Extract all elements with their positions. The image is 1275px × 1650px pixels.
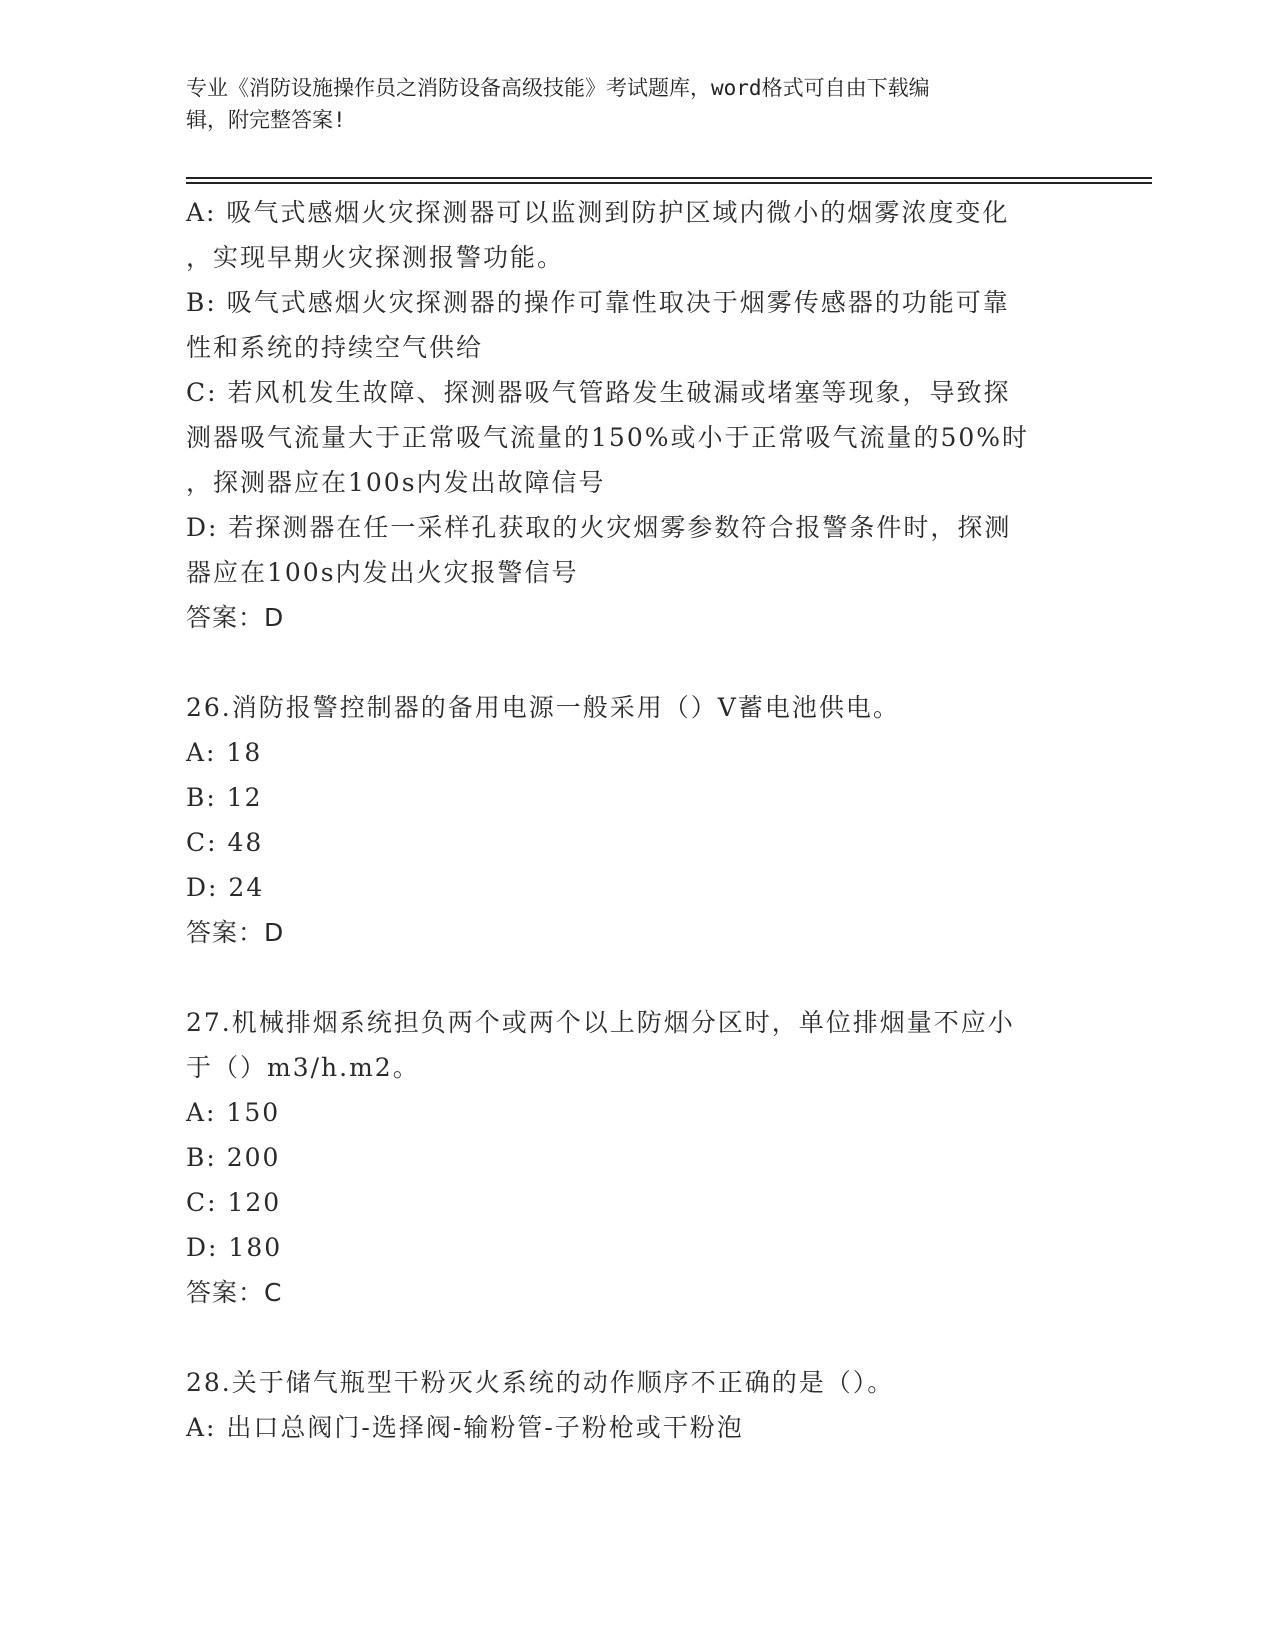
spacer (186, 955, 1086, 1000)
q26-option-a: A: 18 (186, 738, 263, 767)
q25-option-b-line-2: 性和系统的持续空气供给 (186, 333, 484, 362)
q27-question-text-line-2: 于（）m3/h.m2。 (186, 1053, 420, 1082)
q27-option-c: C: 120 (186, 1188, 282, 1217)
q26-option-b: B: 12 (186, 783, 263, 812)
document-header (186, 72, 1066, 136)
question-28 (186, 1360, 1086, 1450)
q26-answer: 答案：D (186, 918, 285, 947)
q26-option-d: D: 24 (186, 873, 265, 902)
spacer (186, 640, 1086, 685)
q25-option-b-line-1: B: 吸气式感烟火灾探测器的操作可靠性取决于烟雾传感器的功能可靠 (186, 288, 1010, 317)
header-line-1: 专业《消防设施操作员之消防设备高级技能》考试题库，word格式可自由下载编 (186, 76, 930, 100)
q26-question-text: 26.消防报警控制器的备用电源一般采用（）V蓄电池供电。 (186, 693, 900, 722)
header-divider-top (186, 177, 1152, 179)
q25-option-c-line-3: ，探测器应在100s内发出故障信号 (186, 468, 606, 497)
q28-option-a: A: 出口总阀门-选择阀-输粉管-子粉枪或干粉泡 (186, 1413, 744, 1442)
q25-option-d-line-1: D: 若探测器在任一采样孔获取的火灾烟雾参数符合报警条件时，探测 (186, 513, 1012, 542)
header-line-2: 辑，附完整答案! (186, 108, 346, 132)
q27-answer: 答案：C (186, 1278, 283, 1307)
q27-option-d: D: 180 (186, 1233, 283, 1262)
q27-question-text-line-1: 27.机械排烟系统担负两个或两个以上防烟分区时，单位排烟量不应小 (186, 1008, 1015, 1037)
question-list (186, 190, 1086, 1450)
q25-option-c-line-2: 测器吸气流量大于正常吸气流量的150%或小于正常吸气流量的50%时 (186, 423, 1030, 452)
q27-option-b: B: 200 (186, 1143, 281, 1172)
q25-option-a-line-1: A: 吸气式感烟火灾探测器可以监测到防护区域内微小的烟雾浓度变化 (186, 198, 1010, 227)
q27-option-a: A: 150 (186, 1098, 281, 1127)
q25-option-d-line-2: 器应在100s内发出火灾报警信号 (186, 558, 579, 587)
q25-option-a-line-2: ，实现早期火灾探测报警功能。 (186, 243, 565, 272)
q25-answer: 答案：D (186, 603, 285, 632)
q25-option-c-line-1: C: 若风机发生故障、探测器吸气管路发生破漏或堵塞等现象，导致探 (186, 378, 1011, 407)
q26-option-c: C: 48 (186, 828, 264, 857)
header-divider-bottom (186, 182, 1152, 184)
q28-question-text: 28.关于储气瓶型干粉灭火系统的动作顺序不正确的是（）。 (186, 1368, 895, 1397)
question-26 (186, 685, 1086, 955)
question-27 (186, 1000, 1086, 1315)
spacer (186, 1315, 1086, 1360)
question-25 (186, 190, 1086, 640)
